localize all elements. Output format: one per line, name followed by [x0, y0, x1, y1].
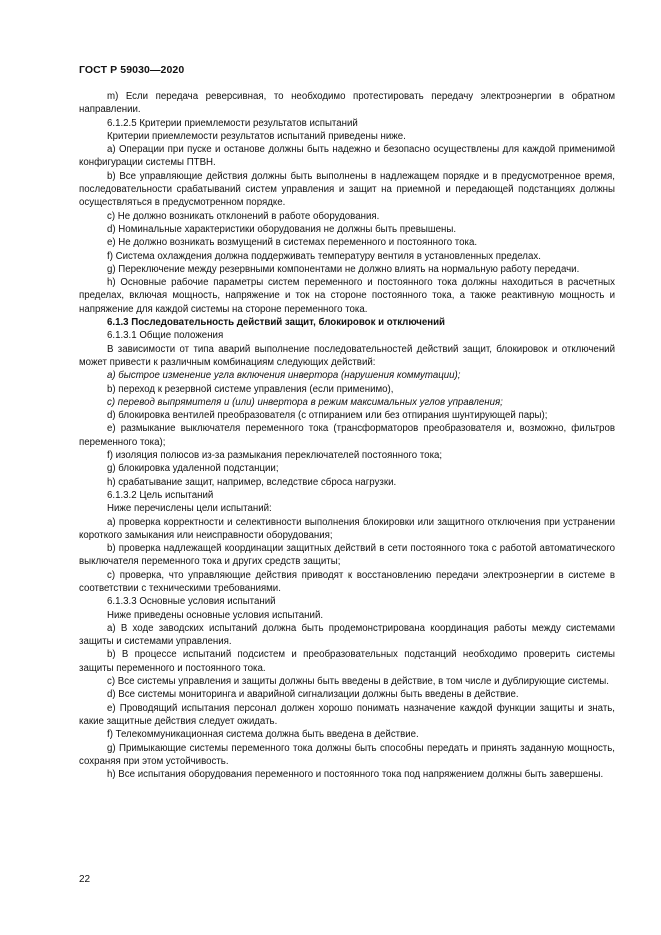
section-6-1-3-3-heading: 6.1.3.3 Основные условия испытаний [107, 596, 276, 608]
action-d: d) блокировка вентилей преобразователя (с отпиранием или без отпирания шунтирующей пары); [107, 410, 548, 422]
condition-b: b) В процессе испытаний подсистем и преобразовательных подстанций необходимо проверить системы защиты переменного и постоянного тока. [79, 649, 615, 674]
criteria-f: f) Система охлаждения должна поддерживать температуру вентиля в установленных пределах. [107, 250, 541, 262]
condition-g: g) Примыкающие системы переменного тока должны быть способны передать и принять заданную мощность, сохраняя при этом устойчивость. [79, 742, 615, 767]
goal-b: b) проверка надлежащей координации защитных действий в сети постоянного тока с работой автоматического выключателя переменного тока и других средств защиты; [79, 543, 615, 568]
criteria-b: b) Все управляющие действия должны быть выполнены в надлежащем порядке и в предусмотренное время, последовательности срабатываний систем управления и защит на приемной и передающей подстанциях должны осуществляться в предусмотренном порядке. [79, 170, 615, 209]
action-g: g) блокировка удаленной подстанции; [107, 463, 279, 475]
condition-e: e) Проводящий испытания персонал должен хорошо понимать назначение каждой функции защиты и знать, какие защитные действия следует ожидать. [79, 702, 615, 727]
page-body [79, 90, 615, 781]
criteria-intro: Критерии приемлемости результатов испытаний приведены ниже. [107, 130, 406, 142]
document-header: ГОСТ Р 59030—2020 [79, 64, 185, 76]
condition-a: a) В ходе заводских испытаний должна быть продемонстрирована координация работы между системами защиты и системами управления. [79, 622, 615, 648]
section-6-1-3-1-heading: 6.1.3.1 Общие положения [107, 330, 224, 342]
conditions-intro: Ниже приведены основные условия испытаний. [107, 609, 324, 621]
action-b: b) переход к резервной системе управления (если применимо), [107, 383, 394, 395]
section-6-1-2-5-heading: 6.1.2.5 Критерии приемлемости результатов испытаний [107, 117, 358, 129]
goals-intro: Ниже перечислены цели испытаний: [107, 503, 272, 515]
condition-h: h) Все испытания оборудования переменного и постоянного тока под напряжением должны быть завершены. [107, 769, 604, 781]
condition-d: d) Все системы мониторинга и аварийной сигнализации должны быть введены в действие. [107, 689, 519, 701]
goal-c: c) проверка, что управляющие действия приводят к восстановлению передачи электроэнергии в системе в соответствии с техническими требованиями. [79, 569, 615, 594]
criteria-d: d) Номинальные характеристики оборудования не должны быть превышены. [107, 223, 457, 235]
section-6-1-3-heading: 6.1.3 Последовательность действий защит, блокировок и отключений [107, 317, 445, 329]
action-h: h) срабатывание защит, например, вследствие сброса нагрузки. [107, 476, 397, 488]
item-m-reverse-transfer: m) Если передача реверсивная, то необходимо протестировать передачу электроэнергии в обратном направлении. [79, 91, 615, 116]
action-a: a) быстрое изменение угла включения инвертора (нарушения коммутации); [107, 370, 461, 382]
action-f: f) изоляция полюсов из-за размыкания переключателей постоянного тока; [107, 450, 443, 462]
action-e: e) размыкание выключателя переменного тока (трансформаторов преобразователя и, возможно, фильтров переменного тока); [79, 423, 615, 448]
action-c: c) перевод выпрямителя и (или) инвертора в режим максимальных углов управления; [107, 396, 503, 408]
page-number: 22 [79, 874, 91, 885]
general-intro: В зависимости от типа аварий выполнение последовательностей действий защит, блокировок и отключений может привести к различным комбинациям следующих действий: [79, 343, 615, 368]
criteria-g: g) Переключение между резервными компонентами не должно влиять на нормальную работу передачи. [107, 263, 580, 275]
condition-c: c) Все системы управления и защиты должны быть введены в действие, в том числе и дублирующие системы. [107, 676, 609, 688]
condition-f: f) Телекоммуникационная система должна быть введена в действие. [107, 729, 419, 741]
section-6-1-3-2-heading: 6.1.3.2 Цель испытаний [107, 489, 214, 501]
criteria-h: h) Основные рабочие параметры систем переменного и постоянного тока должны находиться в расчетных пределах, включая мощность, напряжение и ток на стороне постоянного тока, а также реактивную мощность и напряжение для каждой системы на стороне переменного тока. [79, 277, 615, 315]
goal-a: a) проверка корректности и селективности выполнения блокировки или защитного отключения при устранении короткого замыкания или неисправности оборудования; [79, 516, 615, 541]
criteria-e: e) Не должно возникать возмущений в системах переменного и постоянного тока. [107, 237, 478, 249]
criteria-a: a) Операции при пуске и останове должны быть надежно и безопасно осуществлены для каждой применимой конфигурации системы ПТВН. [79, 144, 615, 169]
criteria-c: c) Не должно возникать отклонений в работе оборудования. [107, 210, 380, 222]
